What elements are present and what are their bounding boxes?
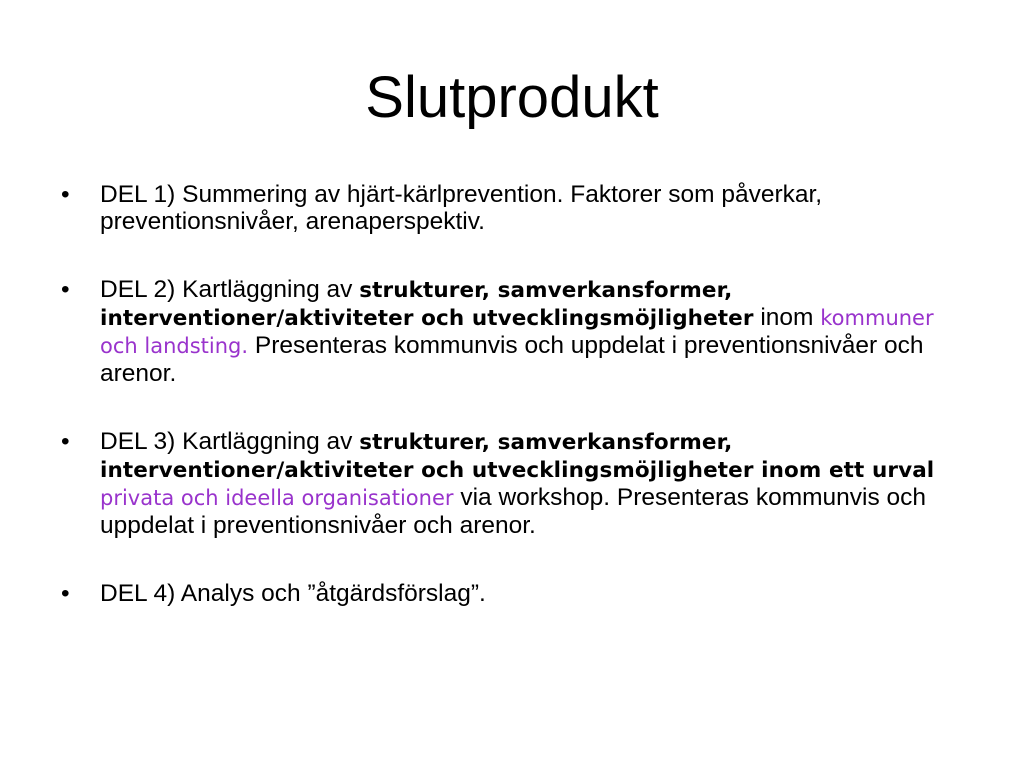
bullet-text: DEL 2) Kartläggning av bbox=[100, 276, 360, 303]
bullet-bold-text: strukturer, samverkansformer, interventioner/aktiviteter och utvecklingsmöjligheter bbox=[100, 278, 754, 331]
bullet-del-3 bbox=[61, 428, 961, 539]
bullet-marker: • bbox=[61, 580, 70, 607]
bullet-marker: • bbox=[61, 276, 70, 303]
bullet-text: Presenteras kommunvis och uppdelat i preventionsnivåer och arenor. bbox=[100, 332, 924, 387]
bullet-del-2 bbox=[61, 276, 961, 387]
bullet-text: DEL 4) Analys och ”åtgärdsförslag”. bbox=[100, 580, 486, 607]
bullet-del-4 bbox=[61, 580, 961, 607]
bullet-accent-text: kommuner och landsting. bbox=[100, 306, 934, 358]
bullet-marker: • bbox=[61, 428, 70, 455]
bullet-text: inom bbox=[753, 304, 821, 331]
bullet-accent-text: privata och ideella organisationer bbox=[100, 486, 454, 510]
bullet-text: via workshop. Presenteras kommunvis och uppdelat i preventionsnivåer och arenor. bbox=[100, 484, 927, 539]
slide-title: Slutprodukt bbox=[365, 65, 659, 130]
bullet-bold-text: strukturer, samverkansformer, interventioner/aktiviteter och utvecklingsmöjligheter inom ett urval bbox=[100, 430, 935, 483]
bullet-text: DEL 1) Summering av hjärt-kärlprevention. Faktorer som påverkar, preventionsnivåer, arenaperspektiv. bbox=[100, 181, 823, 235]
bullet-del-1 bbox=[61, 181, 961, 235]
bullet-marker: • bbox=[61, 181, 70, 208]
bullet-text: DEL 3) Kartläggning av bbox=[100, 428, 360, 455]
bullet-list bbox=[61, 181, 961, 648]
